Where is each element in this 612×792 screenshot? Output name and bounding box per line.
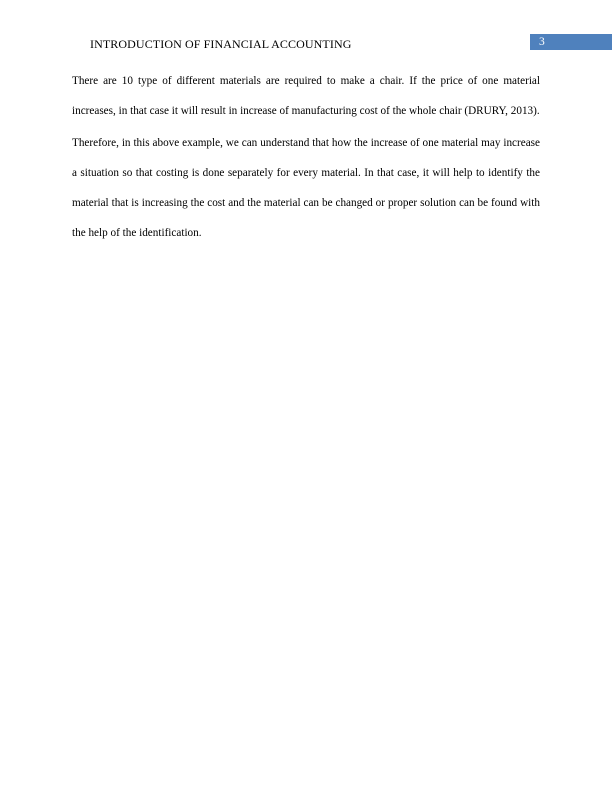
page-number-badge [530, 34, 612, 50]
body-text [72, 66, 540, 250]
paragraph: Therefore, in this above example, we can understand that how the increase of one material may increase a situation so that costing is done separately for every material. In that case, it will help to identify the material that is increasing the cost and the material can be changed or proper solution can be found with the help of the identification. [72, 137, 540, 239]
page-number: 3 [539, 36, 545, 48]
running-header-title: INTRODUCTION OF FINANCIAL ACCOUNTING [90, 37, 352, 51]
paragraph: There are 10 type of different materials are required to make a chair. If the price of one material increases, in that case it will result in increase of manufacturing cost of the whole chair (DRURY, 2013). [72, 75, 540, 117]
